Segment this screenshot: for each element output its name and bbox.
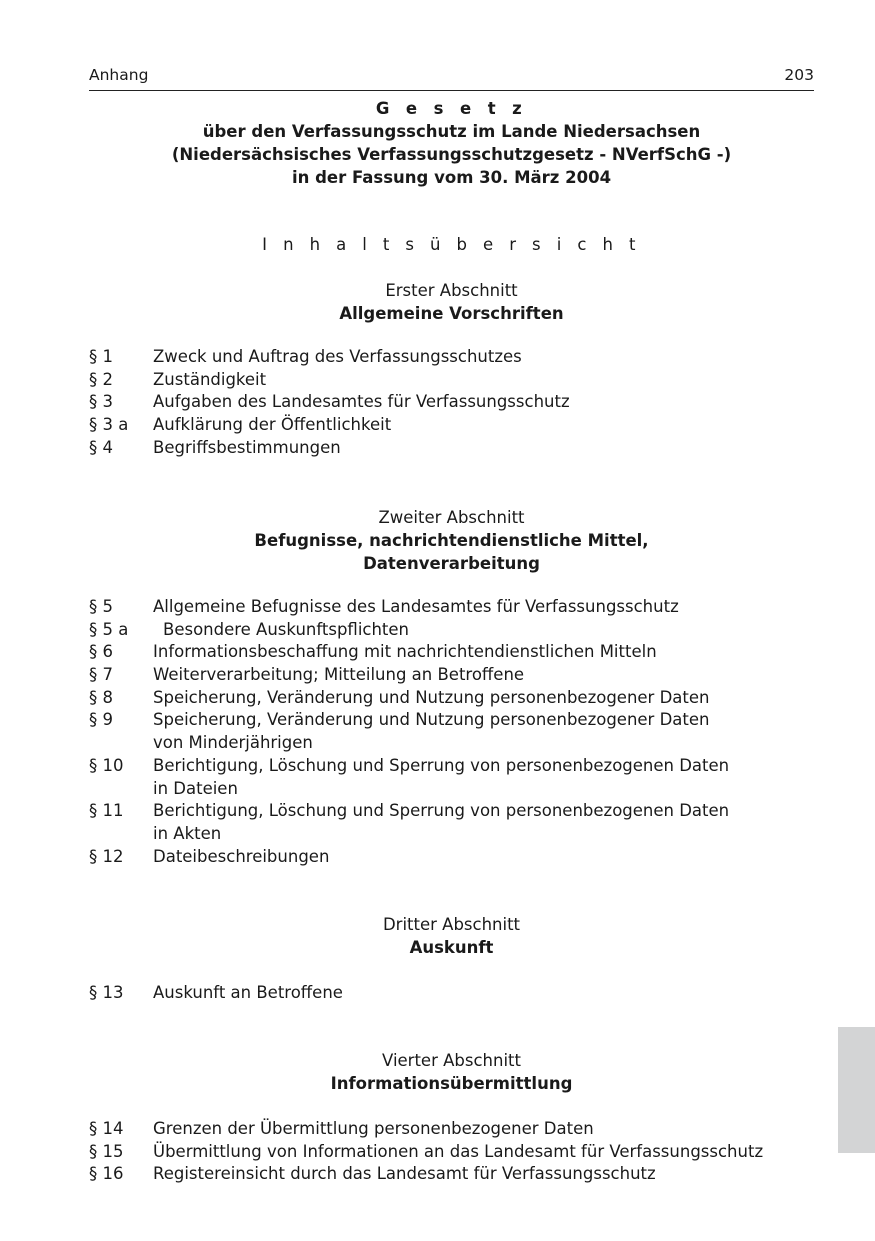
title-line-3: (Niedersächsisches Verfassungsschutzgesetz - NVerfSchG -) xyxy=(171,145,732,164)
title-line-4: in der Fassung vom 30. März 2004 xyxy=(291,168,612,187)
title-line-2: über den Verfassungsschutz im Lande Niedersachsen xyxy=(202,122,701,141)
toc-entry xyxy=(89,709,819,732)
paragraph-number: § 10 xyxy=(89,755,124,775)
paragraph-number: § 15 xyxy=(89,1141,124,1161)
section-title: Informationsübermittlung xyxy=(330,1074,573,1093)
toc-entry xyxy=(89,369,819,392)
entry-title: Zuständigkeit xyxy=(153,369,267,389)
entry-title: Aufgaben des Landesamtes für Verfassungsschutz xyxy=(153,392,570,412)
toc-entry xyxy=(89,982,819,1005)
paragraph-number: § 4 xyxy=(89,437,113,457)
title-line-1: G e s e t z xyxy=(375,99,528,118)
toc-entry-continuation xyxy=(89,778,819,801)
toc-entry xyxy=(89,800,819,823)
toc-entry xyxy=(89,1141,819,1164)
paragraph-number: § 12 xyxy=(89,846,124,866)
toc-entry xyxy=(89,596,819,619)
header-section-label: Anhang xyxy=(89,66,149,84)
toc-entry-continuation xyxy=(89,732,819,755)
paragraph-number: § 3 xyxy=(89,392,113,412)
paragraph-number: § 6 xyxy=(89,642,113,662)
toc-entry xyxy=(89,1118,819,1141)
entry-title: Grenzen der Übermittlung personenbezogener Daten xyxy=(153,1119,594,1138)
section-1-heading xyxy=(89,279,814,325)
entry-title: Speicherung, Veränderung und Nutzung personenbezogener Daten xyxy=(153,710,710,730)
section-title: Allgemeine Vorschriften xyxy=(339,304,564,323)
paragraph-number: § 9 xyxy=(89,710,113,730)
section-label: Dritter Abschnitt xyxy=(382,915,521,934)
section-4-entries xyxy=(89,1118,819,1186)
toc-entry xyxy=(89,619,819,642)
paragraph-number: § 3 a xyxy=(89,415,129,435)
toc-entry xyxy=(89,346,819,369)
section-label: Erster Abschnitt xyxy=(385,281,518,300)
section-1-entries xyxy=(89,346,819,459)
paragraph-number: § 11 xyxy=(89,801,124,821)
toc-entry-continuation xyxy=(89,823,819,846)
entry-title: Berichtigung, Löschung und Sperrung von personenbezogenen Daten xyxy=(153,755,730,775)
paragraph-number: § 13 xyxy=(89,983,124,1002)
section-4-heading xyxy=(89,1049,814,1095)
entry-title: Berichtigung, Löschung und Sperrung von personenbezogenen Daten xyxy=(153,801,730,821)
paragraph-number: § 1 xyxy=(89,347,113,366)
paragraph-number: § 2 xyxy=(89,369,113,389)
entry-title-cont: in Dateien xyxy=(153,778,238,798)
entry-title: Informationsbeschaffung mit nachrichtendienstlichen Mitteln xyxy=(153,642,657,662)
toc-entry xyxy=(89,687,819,710)
running-header xyxy=(89,66,814,91)
section-2-heading xyxy=(89,506,814,575)
page-number: 203 xyxy=(784,66,814,84)
toc-entry xyxy=(89,641,819,664)
entry-title: Aufklärung der Öffentlichkeit xyxy=(153,415,392,435)
section-3-entries xyxy=(89,982,819,1005)
entry-title: Speicherung, Veränderung und Nutzung personenbezogener Daten xyxy=(153,687,710,707)
paragraph-number: § 7 xyxy=(89,665,113,685)
toc-entry xyxy=(89,437,819,460)
entry-title: Registereinsicht durch das Landesamt für Verfassungsschutz xyxy=(153,1164,656,1184)
law-title xyxy=(89,97,814,189)
toc-entry xyxy=(89,846,819,869)
paragraph-number: § 14 xyxy=(89,1119,124,1138)
entry-title: Weiterverarbeitung; Mitteilung an Betroffene xyxy=(153,665,525,685)
section-title-cont: Datenverarbeitung xyxy=(363,554,540,573)
toc-entry xyxy=(89,664,819,687)
entry-title-cont: von Minderjährigen xyxy=(153,733,313,753)
entry-title: Begriffsbestimmungen xyxy=(153,437,341,457)
section-2-entries xyxy=(89,596,819,868)
entry-title: Zweck und Auftrag des Verfassungsschutzes xyxy=(153,347,522,366)
section-label: Vierter Abschnitt xyxy=(382,1051,521,1070)
toc-entry xyxy=(89,1163,819,1186)
entry-title: Besondere Auskunftspflichten xyxy=(163,619,410,639)
entry-title: Auskunft an Betroffene xyxy=(153,983,343,1002)
section-title: Auskunft xyxy=(409,938,494,957)
paragraph-number: § 5 xyxy=(89,597,113,616)
chapter-thumb-tab xyxy=(838,1027,875,1153)
entry-title: Übermittlung von Informationen an das Landesamt für Verfassungsschutz xyxy=(153,1141,764,1161)
toc-entry xyxy=(89,414,819,437)
toc-entry xyxy=(89,755,819,778)
toc-entry xyxy=(89,391,819,414)
entry-title: Allgemeine Befugnisse des Landesamtes für Verfassungsschutz xyxy=(153,597,679,616)
paragraph-number: § 16 xyxy=(89,1164,124,1184)
section-title: Befugnisse, nachrichtendienstliche Mittel, xyxy=(254,531,649,550)
section-3-heading xyxy=(89,913,814,959)
entry-title: Dateibeschreibungen xyxy=(153,846,330,866)
paragraph-number: § 5 a xyxy=(89,619,129,639)
paragraph-number: § 8 xyxy=(89,687,113,707)
toc-heading: I n h a l t s ü b e r s i c h t xyxy=(262,235,641,254)
entry-title-cont: in Akten xyxy=(153,823,222,843)
section-label: Zweiter Abschnitt xyxy=(378,508,525,527)
